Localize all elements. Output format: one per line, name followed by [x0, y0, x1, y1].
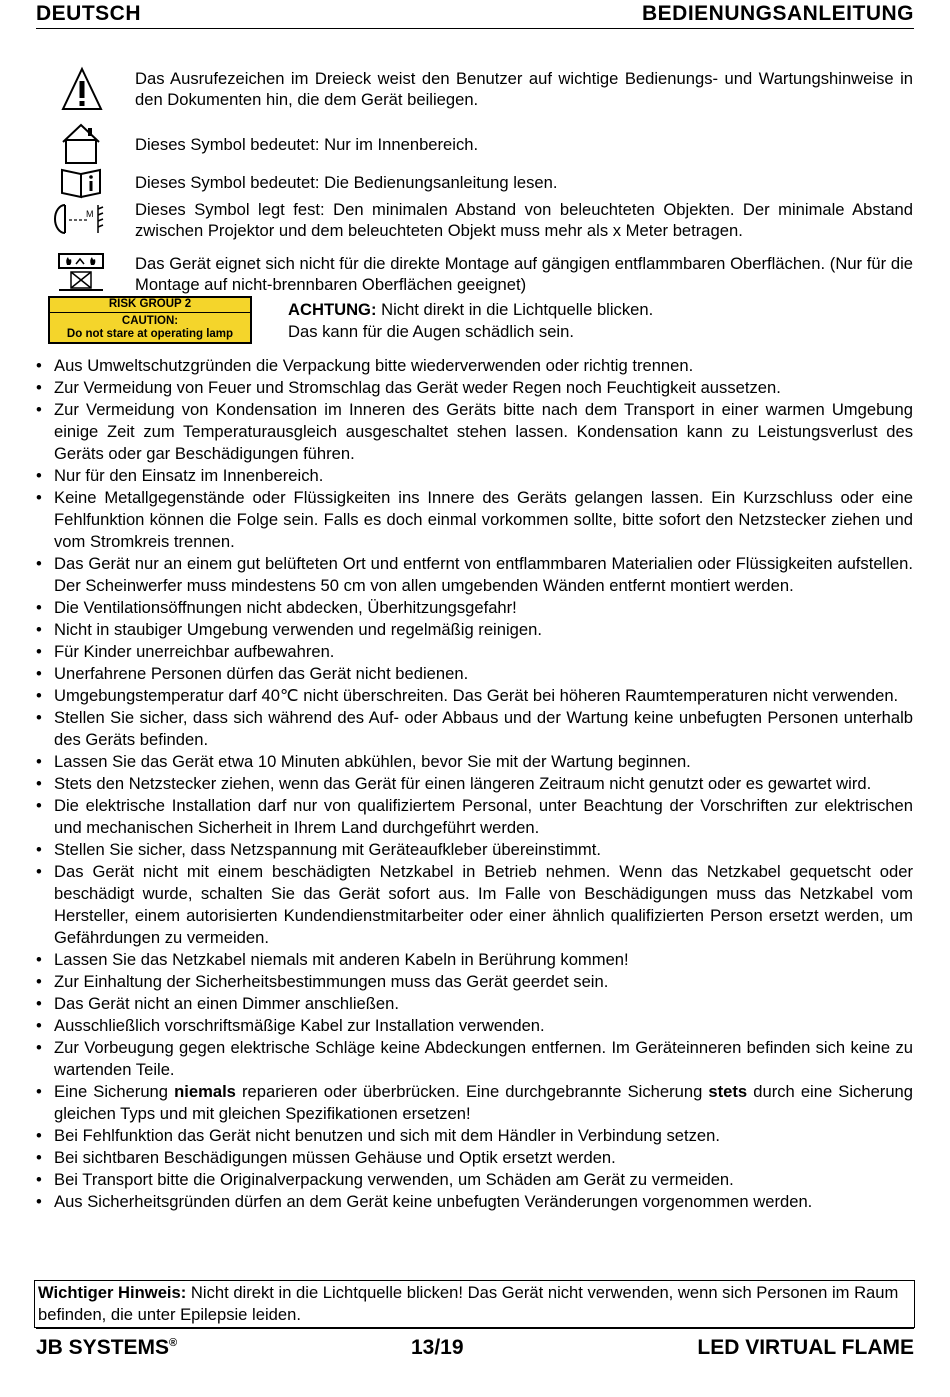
list-item: • Das Gerät nicht mit einem beschädigten Netzkabel in Betrieb nehmen. Wenn das Netzkabel gequetscht oder beschädigt wurde, schalten Sie das Gerät sofort aus. Im Falle von Beschädigungen muss das Netzkabel vom Hersteller, einem autorisierten Kundendienstmitarbeiter oder einer ähnlich qualifizierten Person ersetzt werden, um Gefährdungen zu vermeiden.	[36, 861, 913, 949]
caution-text-2: Das kann für die Augen schädlich sein.	[288, 322, 574, 341]
svg-text:M: M	[86, 209, 94, 219]
symbol-text-warning: Das Ausrufezeichen im Dreieck weist den Benutzer auf wichtige Bedienungs- und Wartungshinweise in den Dokumenten hin, die dem Gerät beiliegen.	[135, 69, 913, 109]
risk-caution-text: Do not stare at operating lamp	[66, 328, 234, 340]
list-item: • Zur Vermeidung von Feuer und Stromschlag das Gerät weder Regen noch Feuchtigkeit aussetzen.	[36, 377, 913, 399]
fuse-text-2: reparieren oder überbrücken. Eine durchgebrannte Sicherung	[235, 1082, 709, 1101]
list-item: • Für Kinder unerreichbar aufbewahren.	[36, 641, 913, 663]
list-item: • Aus Umweltschutzgründen die Verpackung bitte wiederverwenden oder richtig trennen.	[36, 355, 913, 377]
list-item: • Lassen Sie das Netzkabel niemals mit anderen Kabeln in Berührung kommen!	[36, 949, 913, 971]
footer-brand	[36, 1336, 177, 1360]
symbol-text-flammable: Das Gerät eignet sich nicht für die direkte Montage auf gängigen entflammbaren Oberflächen. (Nur für die Montage auf nicht-brennbaren Oberflächen geeignet)	[135, 254, 913, 294]
indoor-house-icon	[52, 122, 112, 166]
safety-list	[36, 355, 913, 1213]
fuse-text-3: durch eine Sicherung gleichen Typs und mit gleichen Spezifikationen ersetzen!	[54, 1082, 914, 1123]
caution-note	[288, 299, 653, 343]
list-item: • Die Ventilationsöffnungen nicht abdecken, Überhitzungsgefahr!	[36, 597, 913, 619]
list-item: • Stets den Netzstecker ziehen, wenn das Gerät für einen längeren Zeitraum nicht genutzt oder es gewartet wird.	[36, 773, 913, 795]
page-header	[36, 0, 914, 29]
fuse-text-1: Eine Sicherung	[54, 1082, 175, 1101]
fuse-bold-2: stets	[708, 1082, 748, 1101]
list-item: • Ausschließlich vorschriftsmäßige Kabel zur Installation verwenden.	[36, 1015, 913, 1037]
caution-bold: ACHTUNG:	[288, 300, 377, 319]
note-bold: Wichtiger Hinweis:	[38, 1283, 187, 1302]
read-manual-icon	[52, 166, 112, 200]
list-item: • Stellen Sie sicher, dass Netzspannung mit Geräteaufkleber übereinstimmt.	[36, 839, 913, 861]
header-title: BEDIENUNGSANLEITUNG	[641, 2, 914, 25]
list-item: • Zur Vorbeugung gegen elektrische Schläge keine Abdeckungen entfernen. Im Geräteinneren befinden sich keine zu wartenden Teile.	[36, 1037, 913, 1081]
list-item: • Nicht in staubiger Umgebung verwenden und regelmäßig reinigen.	[36, 619, 913, 641]
note-text: Nicht direkt in die Lichtquelle blicken! Das Gerät nicht verwenden, wenn sich Personen im Raum befinden, die unter Epilepsie leiden.	[38, 1283, 899, 1324]
symbol-text-manual: Dieses Symbol bedeutet: Die Bedienungsanleitung lesen.	[135, 173, 558, 192]
risk-caution-title: CAUTION:	[121, 315, 179, 327]
symbol-text-distance: Dieses Symbol legt fest: Den minimalen Abstand von beleuchteten Objekten. Der minimale Abstand zwischen Projektor und dem beleuchteten Objekt muss mehr als x Meter betragen.	[135, 200, 913, 240]
symbol-text-indoor: Dieses Symbol bedeutet: Nur im Innenbereich.	[135, 135, 479, 154]
list-item: • Aus Sicherheitsgründen dürfen an dem Gerät keine unbefugten Veränderungen vorgenommen werden.	[36, 1191, 913, 1213]
list-item: • Zur Einhaltung der Sicherheitsbestimmungen muss das Gerät geerdet sein.	[36, 971, 913, 993]
list-item: • Bei sichtbaren Beschädigungen müssen Gehäuse und Optik ersetzt werden.	[36, 1147, 913, 1169]
list-item: • Keine Metallgegenstände oder Flüssigkeiten ins Innere des Geräts gelangen lassen. Ein Kurzschluss oder eine Fehlfunktion können die Folge sein. Falls es doch einmal vorkommen sollte, bitte sofort den Netzstecker ziehen und vom Stromkreis trennen.	[36, 487, 913, 553]
risk-group-label	[48, 296, 252, 344]
caution-text-1: Nicht direkt in die Lichtquelle blicken.	[376, 300, 654, 319]
list-item: • Bei Transport bitte die Originalverpackung verwenden, um Schäden am Gerät zu vermeiden.	[36, 1169, 913, 1191]
list-item: • Umgebungstemperatur darf 40℃ nicht überschreiten. Das Gerät bei höheren Raumtemperaturen nicht verwenden.	[36, 685, 913, 707]
brand-name: JB SYSTEMS	[36, 1336, 170, 1359]
list-item-fuse	[36, 1081, 913, 1125]
list-item: • Nur für den Einsatz im Innenbereich.	[36, 465, 913, 487]
list-item: • Bei Fehlfunktion das Gerät nicht benutzen und sich mit dem Händler in Verbindung setzen.	[36, 1125, 913, 1147]
page-footer	[36, 1328, 914, 1367]
list-item: • Zur Vermeidung von Kondensation im Inneren des Geräts bitte nach dem Transport in einer warmen Umgebung einige Zeit zum Temperaturausgleich ausgeschaltet stehen lassen. Kondensation kann zu Leistungsverlust des Geräts oder gar Beschädigungen führen.	[36, 399, 913, 465]
min-distance-icon	[52, 200, 112, 238]
header-language: DEUTSCH	[36, 2, 142, 25]
list-item: • Lassen Sie das Gerät etwa 10 Minuten abkühlen, bevor Sie mit der Wartung beginnen.	[36, 751, 913, 773]
fuse-bold-1: niemals	[174, 1082, 236, 1101]
important-note-box	[34, 1280, 915, 1328]
list-item: • Das Gerät nicht an einen Dimmer anschließen.	[36, 993, 913, 1015]
flammable-surface-icon	[52, 250, 112, 294]
list-item: • Die elektrische Installation darf nur von qualifiziertem Personal, unter Beachtung der Vorschriften zur elektrischen und mechanischen Sicherheit in Ihrem Land durchgeführt werden.	[36, 795, 913, 839]
list-item: • Das Gerät nur an einem gut belüfteten Ort und entfernt von entflammbaren Materialien oder Flüssigkeiten aufstellen. Der Scheinwerfer muss mindestens 50 cm von allen umgebenden Wänden entfernt montiert werden.	[36, 553, 913, 597]
list-item: • Unerfahrene Personen dürfen das Gerät nicht bedienen.	[36, 663, 913, 685]
risk-group-title: RISK GROUP 2	[50, 298, 250, 313]
registered-mark: ®	[169, 1337, 178, 1349]
page-number: 13/19	[410, 1336, 464, 1359]
product-name: LED VIRTUAL FLAME	[697, 1336, 914, 1359]
list-item: • Stellen Sie sicher, dass sich während des Auf- oder Abbaus und der Wartung keine unbefugten Personen unterhalb des Geräts befinden.	[36, 707, 913, 751]
warning-triangle-icon	[52, 66, 112, 112]
